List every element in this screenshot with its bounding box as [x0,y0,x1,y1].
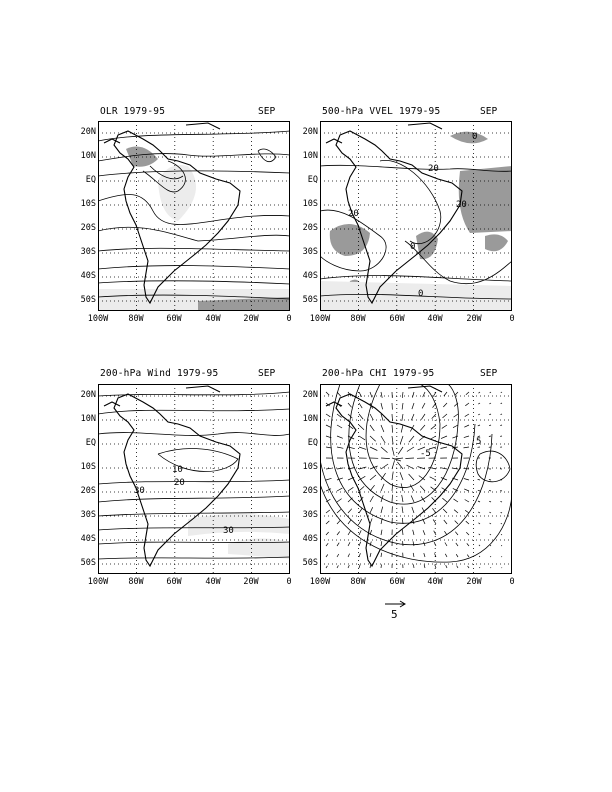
lon-label: 80W [350,314,366,324]
vvel-map [320,121,512,311]
wind-vector [392,436,393,444]
wind-vector [455,532,458,535]
wind-vector [420,486,425,491]
wind-vector [326,532,329,535]
wind-vector [337,565,338,568]
wind-vector [501,414,503,415]
lat-label: 30S [80,510,96,520]
wind-vector [464,489,469,491]
wind-vector [489,512,491,513]
wind-vector [422,403,425,408]
wind-vector [489,501,491,502]
wind-vector [326,566,327,568]
contour-label: 0 [410,242,416,252]
wind-vector [359,519,362,524]
wind-vector [411,414,414,420]
wind-vector [402,414,403,421]
wind-vector [348,509,352,513]
lat-label: 20N [80,127,96,137]
wind-vector [456,554,458,557]
wind-vector [381,553,382,557]
wind-vector [500,425,502,426]
lat-label: 40S [80,271,96,281]
lon-label: 0 [286,577,292,587]
lat-label: 20N [80,390,96,400]
wind-vector [326,510,330,513]
graticule [320,384,512,574]
wind-map [98,384,290,574]
wind-vector [424,565,425,568]
wind-vector [326,543,328,546]
wind-vector [465,414,469,417]
wind-vector [359,486,364,491]
coastline [104,386,240,566]
wind-vector [337,425,342,428]
lon-label: 40W [205,314,221,324]
wind-vector [337,520,340,524]
wind-vector [370,392,372,397]
contour-label: 20 [174,478,185,488]
wind-vector [479,556,480,557]
wind-vector [489,436,491,437]
wind-vector [359,530,361,535]
wind-vector [337,509,341,513]
wind-vector [337,543,339,546]
lat-label: 20N [302,390,318,400]
lat-label: 10N [302,414,318,424]
wind-vector [455,521,458,524]
wind-vector [430,477,436,480]
panel-title: OLR 1979-95 [100,106,166,117]
wind-vector [370,553,371,557]
wind-vector [392,425,393,433]
wind-vector [452,436,458,438]
wind-vector [466,392,469,395]
wind-vector [412,403,414,409]
contour-label: -5 [420,449,431,459]
wind-vector [490,556,491,557]
wind-vector [348,565,349,568]
wind-vector [446,565,447,568]
wind-vector [479,392,481,393]
wind-vector [326,425,331,427]
wind-vector [457,566,458,568]
panel-title: 200-hPa Wind 1979-95 [100,368,219,379]
wind-vector [440,468,447,469]
wind-vector [424,553,425,557]
lat-label: 40S [80,534,96,544]
wind-vector [402,530,403,535]
panel-month: SEP [258,368,276,379]
lon-label: 60W [166,577,182,587]
lat-label: 50S [80,558,96,568]
wind-vector [400,436,403,444]
wind-vector [359,542,361,546]
wind-vector [501,512,502,513]
wind-vector [468,566,469,568]
wind-vector [412,507,414,513]
wind-vector [479,567,480,568]
wind-vector [500,501,502,502]
wind-vector [501,392,502,393]
wind-vector [467,555,469,557]
wind-vector [465,500,469,503]
wind-vector [464,425,469,427]
lon-label: 0 [286,314,292,324]
lat-label: 10S [302,462,318,472]
wind-vector [407,465,415,469]
wind-vector [370,519,372,525]
wind-vector [348,447,355,449]
lat-label: 40S [302,271,318,281]
wind-vector [359,403,362,408]
wind-vector [370,425,374,431]
wind-vector [421,496,425,502]
wind-vector [502,568,503,569]
wind-vector [454,499,459,502]
wind-vector [409,474,414,480]
lon-label: 60W [166,314,182,324]
wind-vector [500,491,502,492]
wind-vector [501,403,502,404]
wind-vector [501,545,502,546]
lat-label: EQ [85,175,96,185]
lon-label: 100W [309,314,331,324]
wind-vector [337,532,340,536]
wind-vector [392,447,394,456]
wind-vector [381,564,382,568]
wind-vector [478,490,480,491]
wind-vector [394,458,403,459]
wind-vector [454,414,458,417]
contour-label: 20 [348,209,359,219]
wind-vector [348,403,352,407]
wind-vector [478,512,480,513]
wind-vector [405,458,414,459]
lon-label: 100W [309,577,331,587]
wind-vector [467,543,469,546]
wind-vector [409,436,414,442]
wind-vector [337,447,343,448]
wind-vector [420,425,425,430]
wind-vector [359,447,366,449]
lon-label: 20W [243,314,259,324]
lat-label: 20S [302,223,318,233]
lat-label: 10N [302,151,318,161]
wind-vector [444,520,447,524]
wind-vector [445,543,447,547]
wind-vector [443,509,447,513]
lat-label: 20S [80,223,96,233]
wind-vector [479,523,481,524]
lon-label: 40W [205,577,221,587]
lon-label: 20W [466,314,482,324]
wind-vector [421,414,425,420]
lon-label: 40W [427,577,443,587]
wind-vector [392,495,393,502]
wind-vector [348,520,351,524]
lat-label: 30S [80,247,96,257]
wind-vector [478,501,480,502]
wind-vector [337,436,343,438]
wind-vector [466,532,469,535]
wind-vector [489,480,491,481]
lat-label: 10N [80,414,96,424]
wind-vector [359,414,363,419]
wind-vector [490,534,491,535]
wind-vector [466,521,469,524]
wind-vector [433,403,437,408]
wind-vector [326,554,328,557]
lat-label: 50S [302,558,318,568]
wind-vector [370,475,376,480]
wind-vector [478,403,480,404]
lon-label: 0 [509,577,515,587]
wind-vector [326,414,330,417]
wind-vector [381,403,383,409]
wind-vector [359,436,365,440]
contour-label: 0 [418,289,424,299]
wind-vector [370,414,373,420]
panel-month: SEP [258,106,276,117]
wind-vector [392,472,393,480]
wind-vector [381,541,382,546]
wind-vector [359,553,360,557]
wind-vector [326,392,329,395]
wind-vector [381,458,390,459]
wind-vector [479,534,480,535]
wind-vector [359,425,364,430]
wind-vector [490,567,491,568]
wind-vector [370,507,373,513]
contour-label: 0 [472,132,478,142]
wind-vector [407,447,414,452]
panel-month: SEP [480,368,498,379]
wind-vector [381,530,382,535]
lat-label: 30S [302,247,318,257]
wind-vector [443,414,448,418]
wind-vector [478,414,480,415]
wind-vector [402,495,403,502]
wind-vector [381,447,388,453]
wind-vector [392,483,393,491]
wind-vector [359,565,360,568]
wind-vector [381,425,384,432]
wind-vector [413,530,414,535]
wind-vector [444,392,447,396]
lat-label: 10S [80,199,96,209]
wind-vector [381,436,385,443]
wind-vector [348,498,353,502]
wind-vector [489,403,491,404]
wind-vector [418,467,426,470]
wind-vector [478,425,480,426]
wind-vector [464,468,470,469]
wind-vector [348,554,350,557]
lat-label: EQ [85,438,96,448]
wind-vector [443,403,447,407]
wind-vector [489,414,491,415]
wind-vector [444,531,447,535]
coastline [326,386,462,566]
wind-vector [348,531,351,535]
wind-vector [435,565,436,568]
wind-vector [465,510,469,513]
wind-vector [441,447,448,449]
wind-vector [478,479,480,480]
lon-label: 60W [389,314,405,324]
contour-label: 30 [134,486,145,496]
wind-vector [454,510,458,513]
wind-vector [456,543,458,546]
wind-vector [381,392,382,398]
contour-label: 20 [428,164,439,174]
lat-label: 30S [302,510,318,520]
contour-label: 30 [223,526,234,536]
wind-vector [445,554,447,557]
wind-vector [501,523,502,524]
wind-vector [479,545,480,546]
wind-vector [501,534,502,535]
lat-label: 10N [80,151,96,161]
wind-vector [413,553,414,557]
wind-vector [413,564,414,568]
wind-vector [489,425,491,426]
lat-label: 20S [302,486,318,496]
wind-vector [441,436,447,439]
wind-vector [370,447,377,451]
wind-vector [402,392,403,398]
wind-vector [370,542,371,547]
lat-label: 20S [80,486,96,496]
lat-label: EQ [307,438,318,448]
wind-vector [370,565,371,569]
wind-vector [370,485,375,491]
wind-vector [402,403,403,410]
wind-vector [402,506,403,513]
wind-vector [370,496,374,502]
wind-vector [412,392,414,398]
wind-vector [398,447,403,454]
wind-vector [348,487,353,491]
lat-label: 10S [302,199,318,209]
contour-label: 20 [456,200,467,210]
lat-label: 50S [302,295,318,305]
wind-vector [413,541,414,546]
wind-vector [453,425,458,428]
lon-label: 60W [389,577,405,587]
reference-vector-label: 5 [391,608,398,621]
contour-label: 5 [476,437,482,447]
lon-label: 100W [87,314,109,324]
lon-label: 80W [128,314,144,324]
lat-label: 50S [80,295,96,305]
wind-vector [348,542,350,546]
lon-label: 40W [427,314,443,324]
lat-label: 10S [80,462,96,472]
lon-label: 100W [87,577,109,587]
wind-vector [489,490,491,491]
wind-vector [337,478,343,480]
lat-label: 20N [302,127,318,137]
chi-map [320,384,512,574]
wind-vector [381,507,383,513]
lat-label: EQ [307,175,318,185]
lon-label: 20W [466,577,482,587]
wind-vector [464,479,469,481]
wind-vector [337,499,342,502]
wind-vector [490,545,491,546]
olr-map [98,121,290,311]
wind-vector [326,478,332,480]
panel-month: SEP [480,106,498,117]
contour-label: 10 [172,465,183,475]
wind-vector [464,447,470,448]
lon-label: 0 [509,314,515,324]
wind-vector [326,521,329,524]
lon-label: 20W [243,577,259,587]
wind-vector [337,392,340,396]
panel-title: 200-hPa CHI 1979-95 [322,368,435,379]
wind-vector [370,436,376,441]
panel-title: 500-hPa VVEL 1979-95 [322,106,441,117]
wind-vector [411,496,414,503]
lon-label: 80W [350,577,366,587]
wind-vector [442,498,447,502]
wind-vector [455,392,458,395]
wind-vector [337,488,342,491]
wind-vector [337,554,339,557]
wind-vector [442,425,447,428]
wind-vector [490,392,491,393]
wind-vector [464,436,469,438]
wind-vector [423,530,425,535]
wind-vector [359,508,362,513]
wind-vector [401,425,403,433]
wind-vector [501,556,502,557]
lat-label: 40S [302,534,318,544]
wind-vector [400,472,403,480]
wind-vector [490,523,491,524]
wind-vector [465,403,469,406]
lon-label: 80W [128,577,144,587]
wind-vector [381,484,384,491]
